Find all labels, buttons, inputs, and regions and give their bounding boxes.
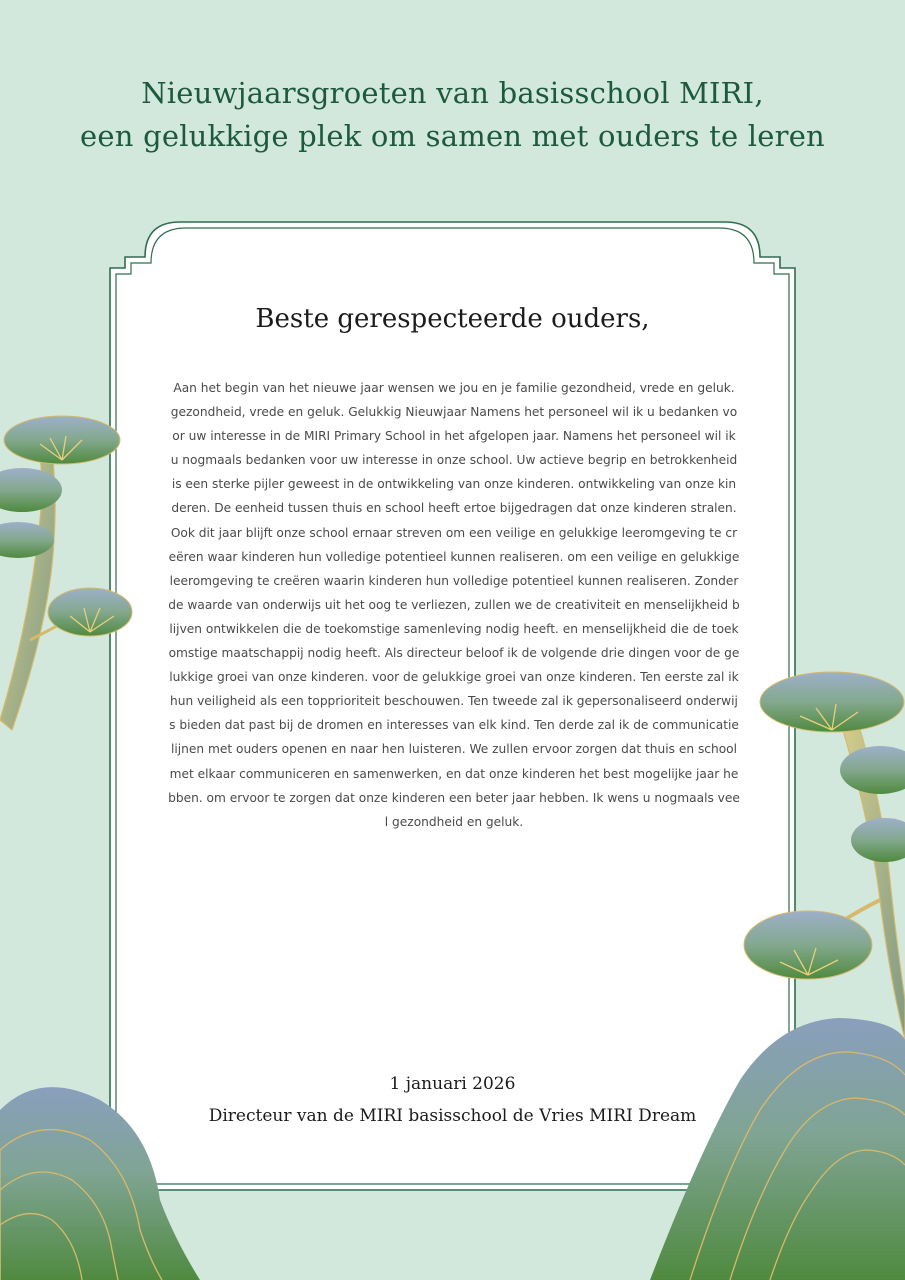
header-title-line-2: een gelukkige plek om samen met ouders te leren <box>80 119 825 153</box>
letter-greeting: Beste gerespecteerde ouders, <box>255 304 650 334</box>
left-pine-tree <box>0 416 132 730</box>
letter-body: Aan het begin van het nieuwe jaar wensen we jou en je familie gezondheid, vrede en geluk. gezondheid, vrede en geluk. Gelukkig Nieuwjaar Namens het personeel wil ik u bedanken voor uw interesse in de MIRI Primary School in het afgelopen jaar. Namens het personeel wil ik u nogmaals bedanken voor uw interesse in onze school. Uw actieve begrip en betrokkenheid is een sterke pijler geweest in de ontwikkeling van onze kinderen. ontwikkeling van onze kinderen. De eenheid tussen thuis en school heeft ertoe bijgedragen dat onze kinderen stralen. Ook dit jaar blijft onze school ernaar streven om een veilige en gelukkige leeromgeving te creëren waar kinderen hun volledige potentieel kunnen realiseren. om een veilige en gelukkige leeromgeving te creëren waarin kinderen hun volledige potentieel kunnen realiseren. Zonder de waarde van onderwijs uit het oog te verliezen, zullen we de creativiteit en menselijkheid blijven ontwikkelen die de toekomstige samenleving nodig heeft. en menselijkheid die de toekomstige maatschappij nodig heeft. Als directeur beloof ik de volgende drie dingen voor de gelukkige groei van onze kinderen. voor de gelukkige groei van onze kinderen. Ten eerste zal ik hun veiligheid als een topprioriteit beschouwen. Ten tweede zal ik gepersonaliseerd onderwijs bieden dat past bij de dromen en interesses van elk kind. Ten derde zal ik de communicatielijnen met ouders openen en naar hen luisteren. We zullen ervoor zorgen dat thuis en school met elkaar communiceren en samenwerken, en dat onze kinderen het best mogelijke jaar hebben. om ervoor te zorgen dat onze kinderen een beter jaar hebben. Ik wens u nogmaals veel gezondheid en geluk. <box>168 381 740 829</box>
letter-signature-block <box>150 1068 755 1132</box>
right-pine-tree <box>744 672 905 1040</box>
letter-signature: Directeur van de MIRI basisschool de Vries MIRI Dream <box>208 1106 697 1126</box>
right-hill <box>650 1018 905 1280</box>
header-title-line-1: Nieuwjaarsgroeten van basisschool MIRI, <box>141 76 764 110</box>
page-header <box>0 72 905 158</box>
letter-date: 1 januari 2026 <box>389 1074 516 1094</box>
